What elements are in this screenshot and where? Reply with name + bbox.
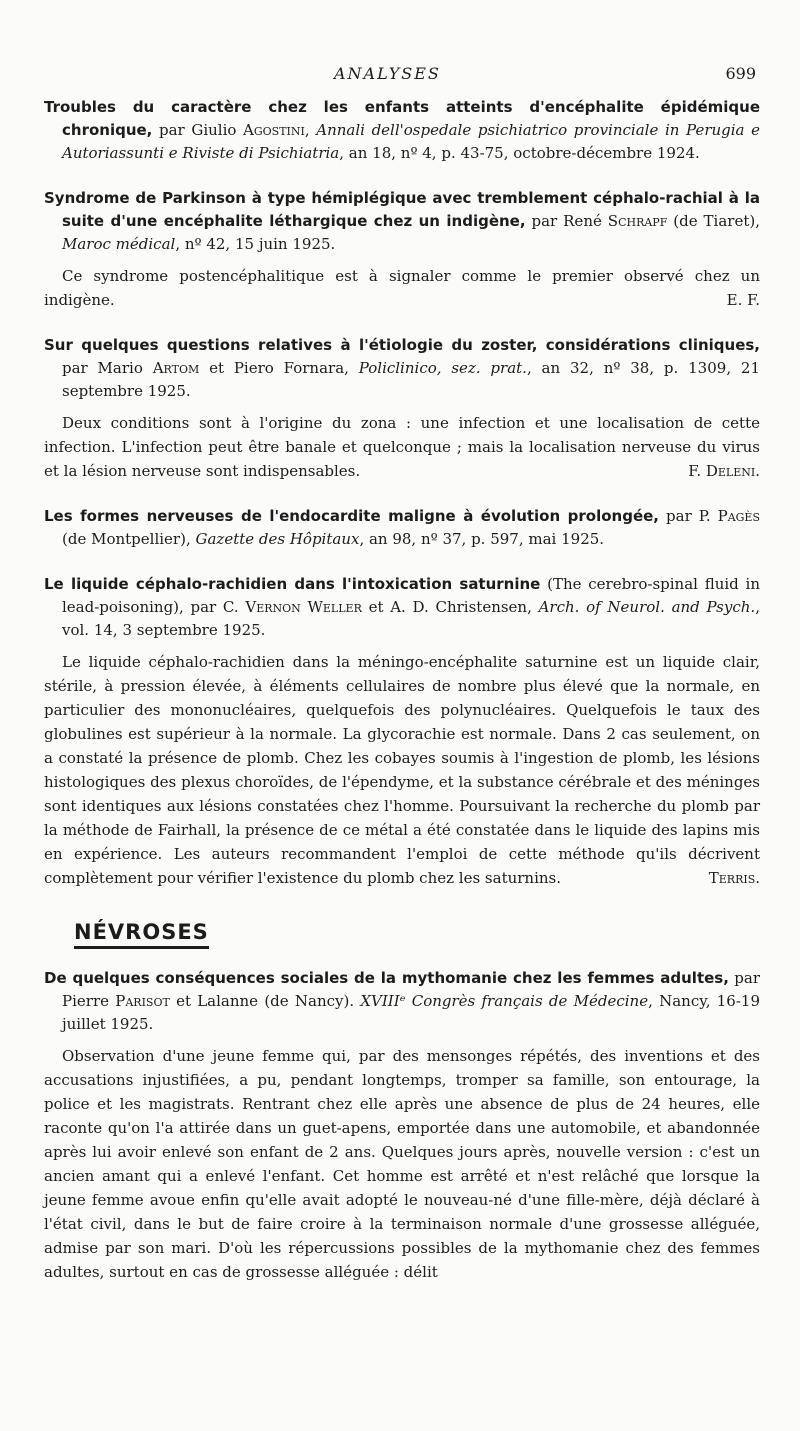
byline-cont: (de Montpellier), — [62, 530, 196, 548]
byline-cont: et Lalanne (de Nancy). — [169, 992, 361, 1010]
page-number: 699 — [725, 64, 756, 83]
journal: Policlinico, sez. prat. — [358, 359, 527, 377]
abstract — [44, 1044, 760, 1284]
author: Artom — [152, 359, 200, 377]
review-entry — [44, 573, 760, 890]
journal: Arch. of Neurol. and Psych. — [538, 598, 756, 616]
citation: , an 98, nº 37, p. 597, mai 1925. — [359, 530, 605, 548]
reference — [44, 967, 760, 1036]
byline: par Pierre — [62, 969, 761, 1010]
abstract-text: Deux conditions sont à l'origine du zona : une infection et une localisation de cette infection. L'infection peut être banale et quelconque ; mais la localisation nerveuse du virus et la lésion nerveuse sont indispensables. — [44, 414, 760, 480]
author: Pagès — [717, 507, 760, 525]
entry-title: Sur quelques questions relatives à l'étiologie du zoster, considérations cliniques, — [44, 336, 760, 354]
abstract-text: Observation d'une jeune femme qui, par des mensonges répétés, des inventions et des accusations injustifiées, a pu, pendant longtemps, tromper sa famille, son entourage, la police et les magistrats. Rentrant chez elle après une absence de plus de 24 heures, elle raconte qu'on l'a attirée dans un guet-apens, emportée dans une automobile, et abandonnée après lui avoir enlevé son enfant de 2 ans. Quelques jours après, nouvelle version : c'est un ancien amant qui a enlevé l'enfant. Cet homme est arrêté et n'est relâché que lorsque la jeune femme avoue enfin qu'elle avait adopté le nouveau-né d'une fille-mère, déjà déclaré à l'état civil, dans le but de faire croire à la terminaison normale d'une grossesse alléguée, admise par son mari. D'où les répercussions possibles de la mythomanie chez des femmes adultes, surtout en cas de grossesse alléguée : délit — [44, 1047, 760, 1281]
abstract — [44, 411, 760, 483]
citation: , nº 42, 15 juin 1925. — [175, 235, 336, 253]
citation: , vol. 14, 3 septembre 1925. — [62, 598, 760, 639]
reviewer-signature: Terris. — [708, 869, 760, 887]
journal: Maroc médical — [62, 235, 176, 253]
reviewer-signature: F. Deleni. — [688, 462, 760, 480]
byline-cont: (de Tiaret), — [667, 212, 760, 230]
reference — [44, 96, 760, 165]
entry-title: Syndrome de Parkinson à type hémiplégique avec tremblement céphalo-rachial à la suite d'une encéphalite léthargique chez un indigène, — [44, 189, 760, 230]
author: Agostini — [243, 121, 305, 139]
review-entry — [44, 334, 760, 483]
reference — [44, 334, 760, 403]
citation: , Nancy, 16-19 juillet 1925. — [62, 992, 760, 1033]
review-entry — [44, 187, 760, 312]
abstract — [44, 264, 760, 312]
citation: , an 18, nº 4, p. 43-75, octobre-décembre 1924. — [339, 144, 700, 162]
abstract-text: Le liquide céphalo-rachidien dans la méningo-encéphalite saturnine est un liquide clair, stérile, à pression élevée, à éléments cellulaires de nombre plus élevé que la normale, en particulier des mononucléaires, quelquefois des polynucléaires. Quelquefois le taux des globulines est supérieur à la normale. La glycorachie est normale. Dans 2 cas seulement, on a constaté la présence de plomb. Chez les cobayes soumis à l'ingestion de plomb, les lésions histologiques des plexus choroïdes, de l'épendyme, et la substance cérébrale et des méninges sont identiques aux lésions constatées chez l'homme. Poursuivant la recherche du plomb par la méthode de Fairhall, la présence de ce métal a été constatée dans le liquide des lapins mis en expérience. Les auteurs recommandent l'emploi de cette méthode qu'ils décrivent complètement pour vérifier l'existence du plomb chez les saturnins. — [44, 653, 760, 887]
citation: , an 32, nº 38, p. 1309, 21 septembre 1925. — [62, 359, 761, 400]
author: Vernon Weller — [245, 598, 362, 616]
author: Parisot — [115, 992, 170, 1010]
byline: (The cerebro-spinal fluid in lead-poisoning), par C. — [62, 575, 760, 616]
byline: par P. — [659, 507, 718, 525]
journal: Annali dell'ospedale psichiatrico provinciale in Perugia e Autoriassunti e Riviste di Psichiatria — [62, 121, 760, 162]
reference — [44, 505, 760, 551]
abstract-text: Ce syndrome postencéphalitique est à signaler comme le premier observé chez un indigène. — [44, 267, 760, 309]
reviewer-signature: E. F. — [726, 291, 760, 309]
running-title: ANALYSES — [334, 64, 441, 83]
entry-title: Le liquide céphalo-rachidien dans l'intoxication saturnine — [44, 575, 541, 593]
journal: XVIIIᵉ Congrès français de Médecine — [360, 992, 649, 1010]
byline-cont: et Piero Fornara, — [199, 359, 359, 377]
byline-cont: et A. D. Christensen, — [361, 598, 539, 616]
entry-title: Troubles du caractère chez les enfants atteints d'encéphalite épidémique chronique, — [44, 98, 760, 139]
review-entry — [44, 967, 760, 1284]
byline: par Giulio — [152, 121, 244, 139]
review-entry — [44, 96, 760, 165]
running-head — [0, 64, 800, 88]
journal: Gazette des Hôpitaux — [195, 530, 360, 548]
byline: par Mario — [62, 359, 153, 377]
byline-cont: , — [304, 121, 317, 139]
entry-title: De quelques conséquences sociales de la mythomanie chez les femmes adultes, — [44, 969, 729, 987]
reference — [44, 187, 760, 256]
section-heading: NÉVROSES — [74, 920, 209, 949]
entry-title: Les formes nerveuses de l'endocardite maligne à évolution prolongée, — [44, 507, 659, 525]
review-entry — [44, 505, 760, 551]
author: Schrapf — [607, 212, 668, 230]
byline: par René — [525, 212, 608, 230]
page-content — [44, 96, 760, 1306]
reference — [44, 573, 760, 642]
abstract — [44, 650, 760, 890]
